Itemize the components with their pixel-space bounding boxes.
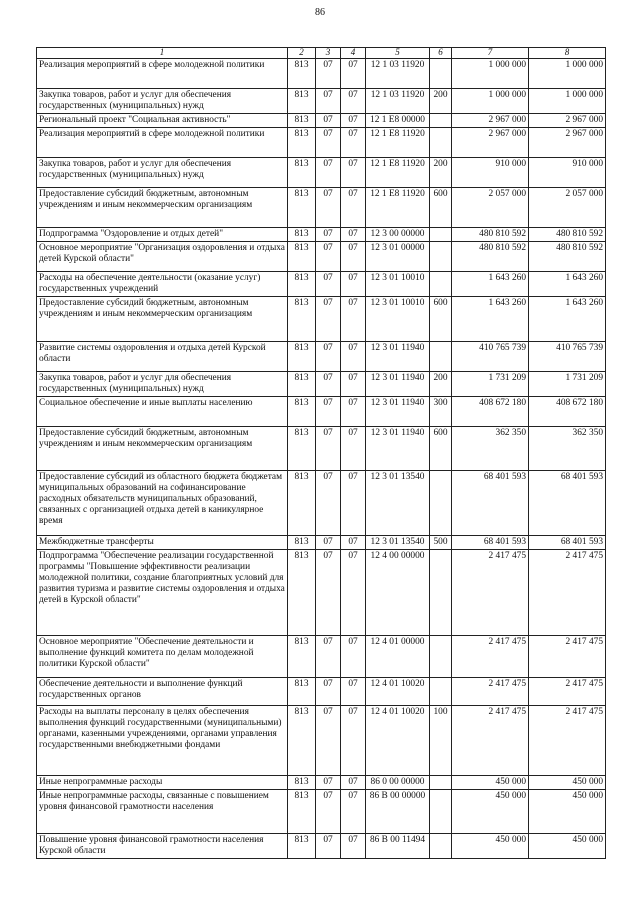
- row-section: 07: [316, 550, 341, 636]
- row-expense-type: [430, 272, 452, 297]
- row-name: Подпрограмма "Обеспечение реализации государственной программы "Повышение эффективности реализации молодежной политики, создание благоприятных условий для развития туризма и развитие системы оздоровления и отдыха детей в Курской области": [37, 550, 288, 636]
- table-row: [37, 59, 606, 89]
- row-subsection: 07: [341, 834, 366, 859]
- row-target-article: 12 3 01 10010: [366, 297, 430, 342]
- row-chapter: 813: [288, 678, 316, 706]
- row-chapter: 813: [288, 59, 316, 89]
- row-expense-type: [430, 342, 452, 372]
- row-amount-year-2: 2 967 000: [529, 128, 606, 158]
- row-name: Предоставление субсидий из областного бюджета бюджетам муниципальных образований на софинансирование расходных обязательств муниципальных образований, связанных с организацией отдыха детей в каникулярное время: [37, 471, 288, 536]
- column-number-row: [37, 48, 606, 59]
- table-row: [37, 790, 606, 834]
- row-target-article: 12 4 01 00000: [366, 636, 430, 678]
- row-subsection: 07: [341, 776, 366, 790]
- row-name: Основное мероприятие "Обеспечение деятельности и выполнение функций комитета по делам молодежной политики Курской области": [37, 636, 288, 678]
- row-amount-year-2: 362 350: [529, 427, 606, 471]
- row-amount-year-2: 68 401 593: [529, 471, 606, 536]
- row-amount-year-1: 1 643 260: [452, 297, 529, 342]
- row-subsection: 07: [341, 397, 366, 427]
- row-subsection: 07: [341, 550, 366, 636]
- table-row: [37, 397, 606, 427]
- row-name: Предоставление субсидий бюджетным, автономным учреждениям и иным некоммерческим организациям: [37, 427, 288, 471]
- row-subsection: 07: [341, 342, 366, 372]
- row-name: Закупка товаров, работ и услуг для обеспечения государственных (муниципальных) нужд: [37, 89, 288, 114]
- row-amount-year-1: 1 731 209: [452, 372, 529, 397]
- row-amount-year-1: 68 401 593: [452, 536, 529, 550]
- row-name: Социальное обеспечение и иные выплаты населению: [37, 397, 288, 427]
- col-header-2: 2: [288, 48, 316, 59]
- row-amount-year-1: 2 967 000: [452, 128, 529, 158]
- row-expense-type: [430, 228, 452, 242]
- row-subsection: 07: [341, 636, 366, 678]
- row-expense-type: [430, 128, 452, 158]
- row-subsection: 07: [341, 158, 366, 188]
- row-section: 07: [316, 89, 341, 114]
- row-chapter: 813: [288, 471, 316, 536]
- row-chapter: 813: [288, 397, 316, 427]
- row-subsection: 07: [341, 706, 366, 776]
- row-subsection: 07: [341, 272, 366, 297]
- row-chapter: 813: [288, 297, 316, 342]
- row-name: Обеспечение деятельности и выполнение функций государственных органов: [37, 678, 288, 706]
- row-target-article: 12 1 E8 11920: [366, 128, 430, 158]
- row-name: Расходы на обеспечение деятельности (оказание услуг) государственных учреждений: [37, 272, 288, 297]
- row-name: Расходы на выплаты персоналу в целях обеспечения выполнения функций государственными (муниципальными) органами, казенными учреждениями, органами управления государственными внебюджетными фондами: [37, 706, 288, 776]
- row-expense-type: [430, 776, 452, 790]
- row-chapter: 813: [288, 372, 316, 397]
- row-amount-year-1: 1 000 000: [452, 89, 529, 114]
- row-chapter: 813: [288, 228, 316, 242]
- col-header-8: 8: [529, 48, 606, 59]
- row-target-article: 12 4 01 10020: [366, 706, 430, 776]
- page-number: 86: [315, 7, 325, 18]
- row-subsection: 07: [341, 128, 366, 158]
- row-subsection: 07: [341, 536, 366, 550]
- col-header-6: 6: [430, 48, 452, 59]
- row-section: 07: [316, 471, 341, 536]
- row-target-article: 12 1 03 11920: [366, 59, 430, 89]
- row-amount-year-1: 450 000: [452, 776, 529, 790]
- row-expense-type: [430, 114, 452, 128]
- row-section: 07: [316, 297, 341, 342]
- row-name: Закупка товаров, работ и услуг для обеспечения государственных (муниципальных) нужд: [37, 158, 288, 188]
- row-name: Межбюджетные трансферты: [37, 536, 288, 550]
- table-row: [37, 128, 606, 158]
- col-header-4: 4: [341, 48, 366, 59]
- row-subsection: 07: [341, 188, 366, 228]
- row-amount-year-2: 410 765 739: [529, 342, 606, 372]
- row-section: 07: [316, 342, 341, 372]
- row-expense-type: 600: [430, 188, 452, 228]
- row-target-article: 86 В 00 11494: [366, 834, 430, 859]
- row-target-article: 12 1 E8 00000: [366, 114, 430, 128]
- row-chapter: 813: [288, 790, 316, 834]
- row-section: 07: [316, 678, 341, 706]
- row-amount-year-2: 1 643 260: [529, 297, 606, 342]
- row-amount-year-1: 362 350: [452, 427, 529, 471]
- row-expense-type: [430, 471, 452, 536]
- row-amount-year-2: 68 401 593: [529, 536, 606, 550]
- row-amount-year-2: 450 000: [529, 776, 606, 790]
- row-expense-type: 100: [430, 706, 452, 776]
- col-header-7: 7: [452, 48, 529, 59]
- row-section: 07: [316, 397, 341, 427]
- row-expense-type: [430, 242, 452, 272]
- table-row: [37, 372, 606, 397]
- row-target-article: 12 3 01 11940: [366, 397, 430, 427]
- table-row: [37, 834, 606, 859]
- row-name: Развитие системы оздоровления и отдыха детей Курской области: [37, 342, 288, 372]
- row-name: Подпрограмма "Оздоровление и отдых детей": [37, 228, 288, 242]
- row-amount-year-1: 2 057 000: [452, 188, 529, 228]
- row-expense-type: 200: [430, 89, 452, 114]
- row-target-article: 12 1 03 11920: [366, 89, 430, 114]
- row-expense-type: [430, 636, 452, 678]
- row-section: 07: [316, 776, 341, 790]
- col-header-3: 3: [316, 48, 341, 59]
- row-target-article: 12 1 E8 11920: [366, 188, 430, 228]
- row-target-article: 12 3 01 11940: [366, 342, 430, 372]
- row-section: 07: [316, 636, 341, 678]
- row-amount-year-1: 68 401 593: [452, 471, 529, 536]
- table-row: [37, 706, 606, 776]
- row-expense-type: 600: [430, 427, 452, 471]
- row-expense-type: [430, 550, 452, 636]
- row-amount-year-2: 2 967 000: [529, 114, 606, 128]
- row-expense-type: 600: [430, 297, 452, 342]
- row-section: 07: [316, 158, 341, 188]
- row-amount-year-2: 450 000: [529, 834, 606, 859]
- row-subsection: 07: [341, 89, 366, 114]
- table-row: [37, 471, 606, 536]
- row-target-article: 12 3 01 00000: [366, 242, 430, 272]
- row-expense-type: 500: [430, 536, 452, 550]
- row-amount-year-2: 910 000: [529, 158, 606, 188]
- row-section: 07: [316, 790, 341, 834]
- table-row: [37, 188, 606, 228]
- row-subsection: 07: [341, 242, 366, 272]
- row-section: 07: [316, 372, 341, 397]
- row-section: 07: [316, 834, 341, 859]
- row-name: Закупка товаров, работ и услуг для обеспечения государственных (муниципальных) нужд: [37, 372, 288, 397]
- row-name: Предоставление субсидий бюджетным, автономным учреждениям и иным некоммерческим организациям: [37, 297, 288, 342]
- table-row: [37, 242, 606, 272]
- row-section: 07: [316, 272, 341, 297]
- row-chapter: 813: [288, 550, 316, 636]
- row-chapter: 813: [288, 128, 316, 158]
- row-name: Иные непрограммные расходы, связанные с повышением уровня финансовой грамотности населения: [37, 790, 288, 834]
- row-section: 07: [316, 427, 341, 471]
- row-amount-year-1: 450 000: [452, 790, 529, 834]
- row-expense-type: [430, 790, 452, 834]
- row-amount-year-2: 450 000: [529, 790, 606, 834]
- row-subsection: 07: [341, 228, 366, 242]
- row-amount-year-1: 480 810 592: [452, 242, 529, 272]
- row-chapter: 813: [288, 636, 316, 678]
- row-expense-type: 200: [430, 158, 452, 188]
- row-amount-year-1: 1 643 260: [452, 272, 529, 297]
- table-row: [37, 678, 606, 706]
- row-target-article: 12 3 01 13540: [366, 471, 430, 536]
- row-section: 07: [316, 59, 341, 89]
- row-amount-year-2: 2 417 475: [529, 678, 606, 706]
- table-row: [37, 427, 606, 471]
- row-target-article: 12 3 01 11940: [366, 372, 430, 397]
- row-amount-year-1: 2 967 000: [452, 114, 529, 128]
- row-chapter: 813: [288, 776, 316, 790]
- table-row: [37, 636, 606, 678]
- row-amount-year-1: 450 000: [452, 834, 529, 859]
- table-row: [37, 536, 606, 550]
- row-expense-type: 300: [430, 397, 452, 427]
- row-chapter: 813: [288, 188, 316, 228]
- row-chapter: 813: [288, 242, 316, 272]
- row-chapter: 813: [288, 114, 316, 128]
- row-amount-year-1: 2 417 475: [452, 550, 529, 636]
- row-amount-year-1: 2 417 475: [452, 678, 529, 706]
- row-target-article: 86 В 00 00000: [366, 790, 430, 834]
- table-row: [37, 297, 606, 342]
- table-row: [37, 550, 606, 636]
- table-row: [37, 776, 606, 790]
- budget-table: [36, 47, 606, 859]
- col-header-5: 5: [366, 48, 430, 59]
- row-amount-year-2: 480 810 592: [529, 242, 606, 272]
- row-expense-type: [430, 678, 452, 706]
- row-subsection: 07: [341, 59, 366, 89]
- table-row: [37, 89, 606, 114]
- row-amount-year-1: 1 000 000: [452, 59, 529, 89]
- row-chapter: 813: [288, 342, 316, 372]
- row-subsection: 07: [341, 427, 366, 471]
- row-amount-year-2: 2 057 000: [529, 188, 606, 228]
- row-expense-type: 200: [430, 372, 452, 397]
- row-section: 07: [316, 536, 341, 550]
- row-name: Предоставление субсидий бюджетным, автономным учреждениям и иным некоммерческим организациям: [37, 188, 288, 228]
- row-amount-year-2: 408 672 180: [529, 397, 606, 427]
- row-subsection: 07: [341, 297, 366, 342]
- row-chapter: 813: [288, 427, 316, 471]
- row-subsection: 07: [341, 471, 366, 536]
- table-row: [37, 228, 606, 242]
- row-chapter: 813: [288, 89, 316, 114]
- row-expense-type: [430, 834, 452, 859]
- row-name: Повышение уровня финансовой грамотности населения Курской области: [37, 834, 288, 859]
- row-section: 07: [316, 228, 341, 242]
- row-chapter: 813: [288, 272, 316, 297]
- row-target-article: 12 4 01 10020: [366, 678, 430, 706]
- row-section: 07: [316, 706, 341, 776]
- table-row: [37, 114, 606, 128]
- row-target-article: 12 3 01 10010: [366, 272, 430, 297]
- row-name: Реализация мероприятий в сфере молодежной политики: [37, 59, 288, 89]
- row-chapter: 813: [288, 158, 316, 188]
- row-target-article: 12 1 E8 11920: [366, 158, 430, 188]
- row-amount-year-1: 410 765 739: [452, 342, 529, 372]
- row-amount-year-2: 1 731 209: [529, 372, 606, 397]
- table-row: [37, 158, 606, 188]
- row-target-article: 12 3 01 11940: [366, 427, 430, 471]
- row-chapter: 813: [288, 536, 316, 550]
- row-amount-year-1: 2 417 475: [452, 706, 529, 776]
- table-row: [37, 342, 606, 372]
- row-subsection: 07: [341, 114, 366, 128]
- row-section: 07: [316, 114, 341, 128]
- row-name: Иные непрограммные расходы: [37, 776, 288, 790]
- row-amount-year-1: 2 417 475: [452, 636, 529, 678]
- table-row: [37, 272, 606, 297]
- row-amount-year-2: 2 417 475: [529, 706, 606, 776]
- row-name: Основное мероприятие "Организация оздоровления и отдыха детей Курской области": [37, 242, 288, 272]
- row-section: 07: [316, 128, 341, 158]
- row-subsection: 07: [341, 372, 366, 397]
- row-amount-year-2: 1 000 000: [529, 89, 606, 114]
- row-chapter: 813: [288, 706, 316, 776]
- row-amount-year-2: 480 810 592: [529, 228, 606, 242]
- row-amount-year-1: 408 672 180: [452, 397, 529, 427]
- row-subsection: 07: [341, 678, 366, 706]
- row-amount-year-2: 2 417 475: [529, 636, 606, 678]
- row-section: 07: [316, 242, 341, 272]
- row-section: 07: [316, 188, 341, 228]
- row-amount-year-1: 480 810 592: [452, 228, 529, 242]
- row-target-article: 12 3 00 00000: [366, 228, 430, 242]
- row-amount-year-1: 910 000: [452, 158, 529, 188]
- row-amount-year-2: 1 643 260: [529, 272, 606, 297]
- row-name: Реализация мероприятий в сфере молодежной политики: [37, 128, 288, 158]
- row-target-article: 86 0 00 00000: [366, 776, 430, 790]
- row-target-article: 12 3 01 13540: [366, 536, 430, 550]
- row-chapter: 813: [288, 834, 316, 859]
- row-amount-year-2: 1 000 000: [529, 59, 606, 89]
- row-amount-year-2: 2 417 475: [529, 550, 606, 636]
- row-subsection: 07: [341, 790, 366, 834]
- row-target-article: 12 4 00 00000: [366, 550, 430, 636]
- row-expense-type: [430, 59, 452, 89]
- col-header-1: 1: [37, 48, 288, 59]
- row-name: Региональный проект "Социальная активность": [37, 114, 288, 128]
